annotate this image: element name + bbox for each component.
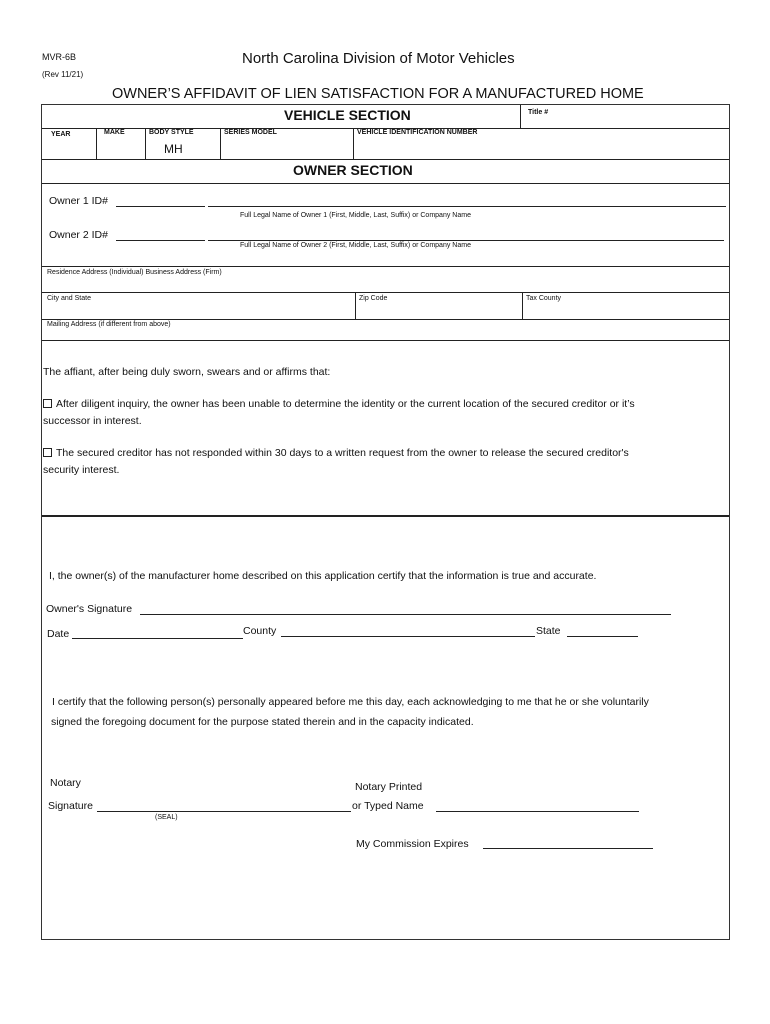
rule [42, 515, 729, 517]
owner-signature-label: Owner's Signature [46, 603, 133, 615]
col-divider [220, 128, 221, 159]
tax-county-label[interactable]: Tax County [526, 295, 562, 302]
rule [42, 266, 729, 267]
owner-section-title: OWNER SECTION [293, 162, 413, 178]
commission-expires-label: My Commission Expires [356, 838, 469, 850]
mailing-address-label[interactable]: Mailing Address (if different from above) [47, 321, 171, 328]
col-divider [145, 128, 146, 159]
series-model-label: SERIES MODEL [224, 129, 277, 136]
title-number-label: Title # [528, 109, 549, 116]
vehicle-section-title: VEHICLE SECTION [284, 107, 411, 123]
make-label: MAKE [104, 129, 125, 136]
rule [42, 319, 729, 320]
owner2-id-field[interactable] [116, 240, 205, 241]
owner2-name-field[interactable] [208, 240, 724, 241]
vin-label: VEHICLE IDENTIFICATION NUMBER [357, 129, 478, 136]
option2-checkbox[interactable] [43, 448, 52, 457]
owner1-id-field[interactable] [116, 206, 205, 207]
owner1-id-label: Owner 1 ID# [49, 195, 108, 207]
option1-checkbox[interactable] [43, 399, 52, 408]
commission-expires-field[interactable] [483, 848, 653, 849]
date-field[interactable] [72, 638, 243, 639]
notary-printed-label: Notary Printed [355, 781, 423, 793]
agency-name: North Carolina Division of Motor Vehicles [242, 50, 515, 67]
rule [42, 292, 729, 293]
title-divider [520, 105, 521, 128]
seal-label: (SEAL) [155, 814, 178, 821]
state-label: State [536, 625, 561, 637]
owner2-name-caption: Full Legal Name of Owner 2 (First, Middle, Last, Suffix) or Company Name [240, 242, 471, 249]
year-label: YEAR [51, 131, 71, 138]
notary-signature-label: Signature [48, 800, 93, 812]
option1-text: After diligent inquiry, the owner has been unable to determine the identity or the current location of the secured creditor or it’s [56, 398, 635, 410]
owner1-name-field[interactable] [208, 206, 726, 207]
residence-address-label[interactable]: Residence Address (Individual) Business Address (Firm) [47, 269, 222, 276]
form-frame [41, 104, 730, 940]
typed-name-field[interactable] [436, 811, 639, 812]
city-state-label[interactable]: City and State [47, 295, 91, 302]
col-divider [96, 128, 97, 159]
notary-label: Notary [50, 777, 81, 789]
owner2-id-label: Owner 2 ID# [49, 229, 108, 241]
col-divider [355, 292, 356, 319]
notary-statement-line2: signed the foregoing document for the purpose stated therein and in the capacity indicated. [51, 716, 474, 728]
col-divider [522, 292, 523, 319]
state-field[interactable] [567, 636, 638, 637]
notary-statement-line1: I certify that the following person(s) personally appeared before me this day, each acknowledging to me that he or she voluntarily [52, 696, 649, 708]
form-revision: (Rev 11/21) [42, 70, 84, 79]
affidavit-intro: The affiant, after being duly sworn, swears and or affirms that: [43, 366, 331, 378]
option2-text: The secured creditor has not responded within 30 days to a written request from the owner to release the secured creditor's [56, 447, 629, 459]
county-field[interactable] [281, 636, 535, 637]
certification-statement: I, the owner(s) of the manufacturer home described on this application certify that the information is true and accurate. [49, 570, 597, 582]
owner-signature-field[interactable] [140, 614, 671, 615]
rule [42, 340, 729, 341]
date-label: Date [47, 628, 70, 640]
body-style-value: MH [164, 142, 183, 156]
rule [42, 159, 729, 160]
option2-line1[interactable] [43, 447, 629, 459]
rule [42, 183, 729, 184]
option1-line2: successor in interest. [43, 415, 142, 427]
form-number: MVR-6B [42, 52, 77, 62]
typed-name-label: or Typed Name [352, 800, 424, 812]
owner1-name-caption: Full Legal Name of Owner 1 (First, Middle, Last, Suffix) or Company Name [240, 212, 471, 219]
col-divider [353, 128, 354, 159]
option2-line2: security interest. [43, 464, 120, 476]
zip-code-label[interactable]: Zip Code [359, 295, 388, 302]
notary-signature-field[interactable] [97, 811, 351, 812]
form-title: OWNER’S AFFIDAVIT OF LIEN SATISFACTION FOR A MANUFACTURED HOME [112, 86, 644, 102]
county-label: County [243, 625, 277, 637]
option1-line1[interactable] [43, 398, 635, 410]
body-style-label: BODY STYLE [149, 129, 194, 136]
